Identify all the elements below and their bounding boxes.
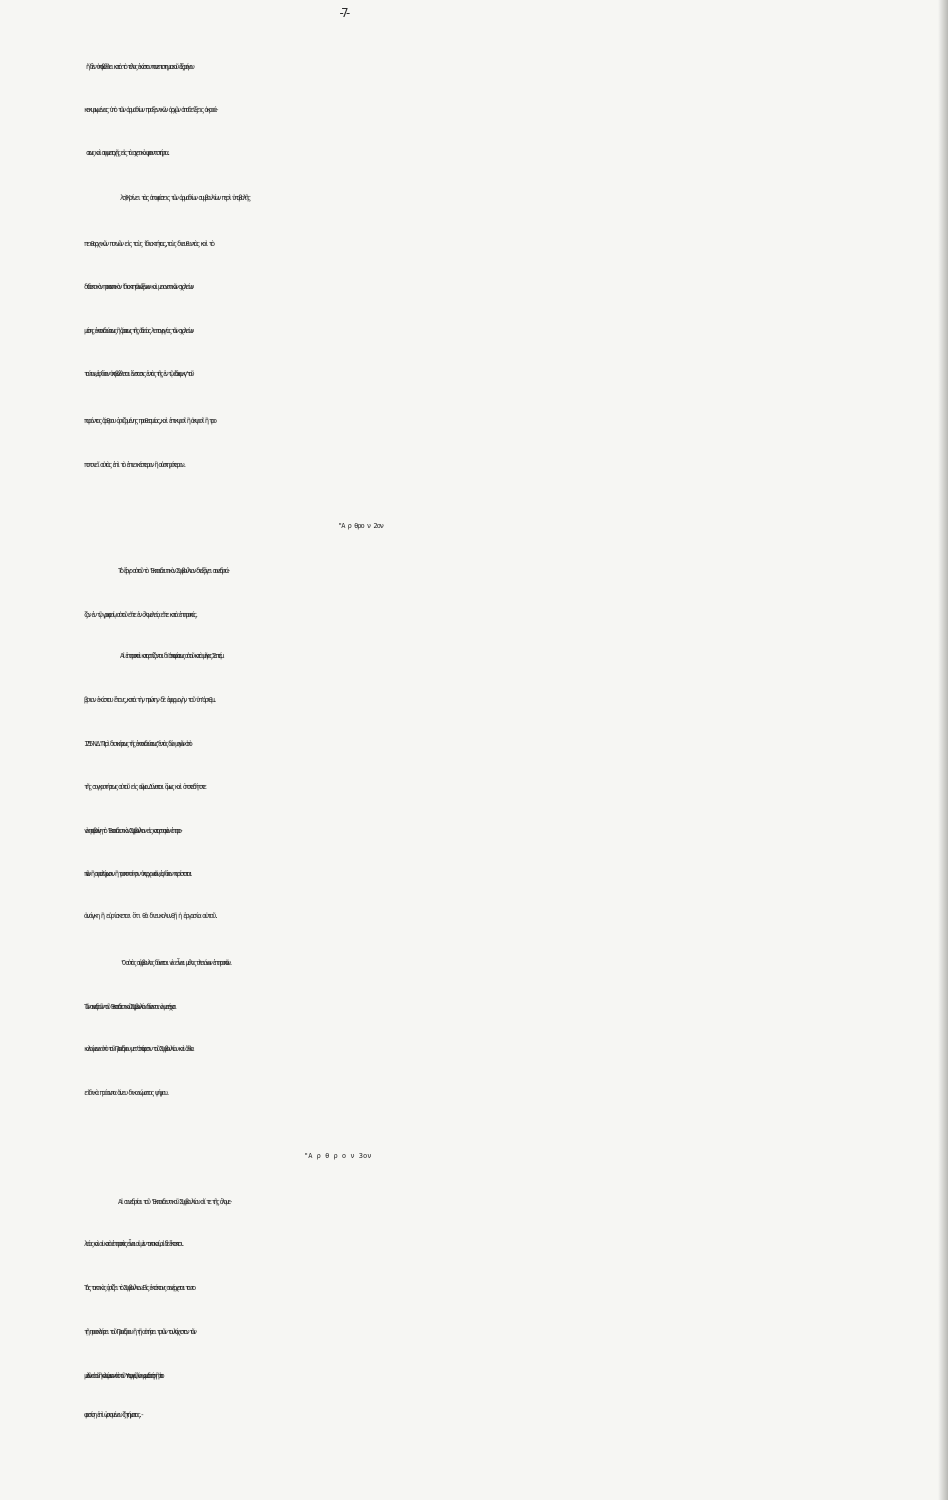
text-line-4: λσ)Κρίνει τὰς ἀποφάσεις τῶν ἁρμοδίων συμβουλίων περὶ ὑποβολῆς [120,194,249,202]
text-line-23: εἰδικὰ πρόσωπα ἄνευ δικαιώματος ψήφου. [84,1089,169,1097]
text-line-18: πῶν ἢ συμπλήρωσιν ἢ τροποποίησιν ὑπαρχουσῶν,ἐφ'ὅσον παρίσταται [84,870,191,878]
text-line-10: ποποιεῖ αὐτὰς ἐπὶ τὸ ἐπιεικέστερον ἢ αὐστηρότερον. [84,461,185,469]
page-edge-shadow [938,0,948,1500]
text-line-20: 'Ο αὐτὸς σύμβουλος δύναται νὰ εἶναι μέλος πλειόνων ἐπιτροπῶν. [120,959,231,967]
text-line-26: Τὰς τακτικὰς ὁρίζει τὸ Συμβούλιον.Εἰς ἐκτάκτους συνέρχεται τουτο [84,1284,194,1292]
text-line-15: 1755 Ν.Δ."Περὶ διοικήσεως τῆς ἐκπαιδεύσεως"ἐντὸς δύο μηνῶν ἀπὸ [84,740,191,748]
text-line-1: ἤ δὲν ὑποβάλλει κατὰ τὸ τέλος ἑκάστου πανεπιστημιακοῦ ἑξαμήνου [86,63,193,71]
article-heading-2: "Α ρ θρο ν 2ον [338,522,384,530]
text-line-13: Αἱ ἐπιτροπαὶ καταρτίζονται δι'ἀποφάσεως αὐτοῦ κατὰ μῆνας Σεπτέμ [120,652,222,660]
text-line-19: ἀνάγκη ἢ εὑρίσκεται ὅτι θὰ διευκολυνθῇ ἡ ἐργασία αὐτοῦ. [84,912,217,920]
text-line-12: ζον ἐν τῷ γραφείῳ αὐτοῦ εἴτε ἐν ὁλομελείᾳ εἴτε κατὰ ἐπιτροπάς. [84,611,197,619]
text-line-2: κεκυρωμένας ὑπὸ τῶν ἁρμοδίων προξενικῶν ἀρχῶν ἀποδείξεις ἀκροά- [84,106,218,114]
text-line-5: πειθαρχικῶν ποινῶν εἰς τοὺς ἰδιοκτήτας,τοὺς διευθυντὰς καὶ τὸ [84,240,213,248]
text-line-3: σεως καὶ συμμετοχῆς εἰς τὰ σχετικὰ φροντιστήρια. [86,149,169,157]
text-line-22: καλούμενα ὑπὸ τοῦ Προέδρου μετ'ἀπόφασιν τοῦ Συμβουλίου καὶ ἄλλα [84,1045,193,1053]
text-line-14: βριον ἑκάστου ἔτους,κατὰ τὴν πρώτην δὲ ἐφαρμογὴν τοῦ ὑπ'ἀριθμ. [84,696,216,704]
text-line-17: νὰ προβαίνῃ τὸ 'Εκπαιδευτικὸν Συμβούλιον εἰς καταρτισμὸν ἐπιτρο- [84,827,181,835]
text-line-6: διδακτικὸν προσωπικὸν ἰδιοκτητῶνωξένων καὶ μειονοτικῶν σχολείων [84,283,193,291]
text-line-7: μέσης ἐκπαιδεύσεως ἢ ἄρσεως τῆς ἀδείας λειτουργίας τῶν σχολείων [84,327,193,335]
page-number: -7- [338,6,348,20]
text-line-29: φασίσῃ ἐπὶ ὡρισμένου ζητήματος.- [84,1411,143,1419]
text-line-9: παρόντος ἄρθρου ὁριζομένης προθεσμίας,καὶ ἐπικυροῖ ἢ ἀκυροῖ ἢ τρο [84,417,215,425]
text-line-28: μελῶν αὐτοῦ ἢ καλούμενον ὑπὸ τοῦ 'Υπουργοῦ,ἵνα γνωμοδοτήσῃ ἢ ἀπο [84,1372,162,1380]
text-line-21: Τῶν συνεδριῶν τοῦ 'Εκπαιδευτικοῦ Συμβουλίου δύνανται νὰ μετέχωσι [84,1003,175,1011]
text-line-11: Τὸ ἔργο αὐτοῦ τὸ 'Εκπαιδευτικὸν Συμβούλιον διεξάγει συνεδριά- [118,567,229,575]
text-line-27: τῇ προσκλήσει τοῦ Προέδρου ἢ τῇ αἰτήσει τριῶν τουλάχιστον τῶν [84,1328,195,1336]
article-heading-3: "Α ρ θ ρ ο ν 3ον [304,1152,372,1160]
text-line-8: τούτων,ἐφ'ὅσον ὑποβάλλεται ἔνστασις ἐντὸς τῆς ἐν τῷ ἐδαφ.κγ'τοῦ [84,370,193,378]
text-line-24: Αἱ συνεδρίαι τοῦ 'Εκπαιδευτικοῦ Συμβουλίου αἵ τε τῆς ὁλομε- [118,1198,231,1206]
text-line-25: λείας καὶ αἱ κατὰ ἐπιτροπὰς εἶναι αἱ μὲν τακτικαί,αἱ δὲ ἔκτακτοι. [84,1240,183,1248]
text-line-16: τῆς συγκροτήσεως αὐτοῦ εἰς σῶμα.Δύναται ὅμως καὶ ὁποτεδήποτε [84,783,205,791]
